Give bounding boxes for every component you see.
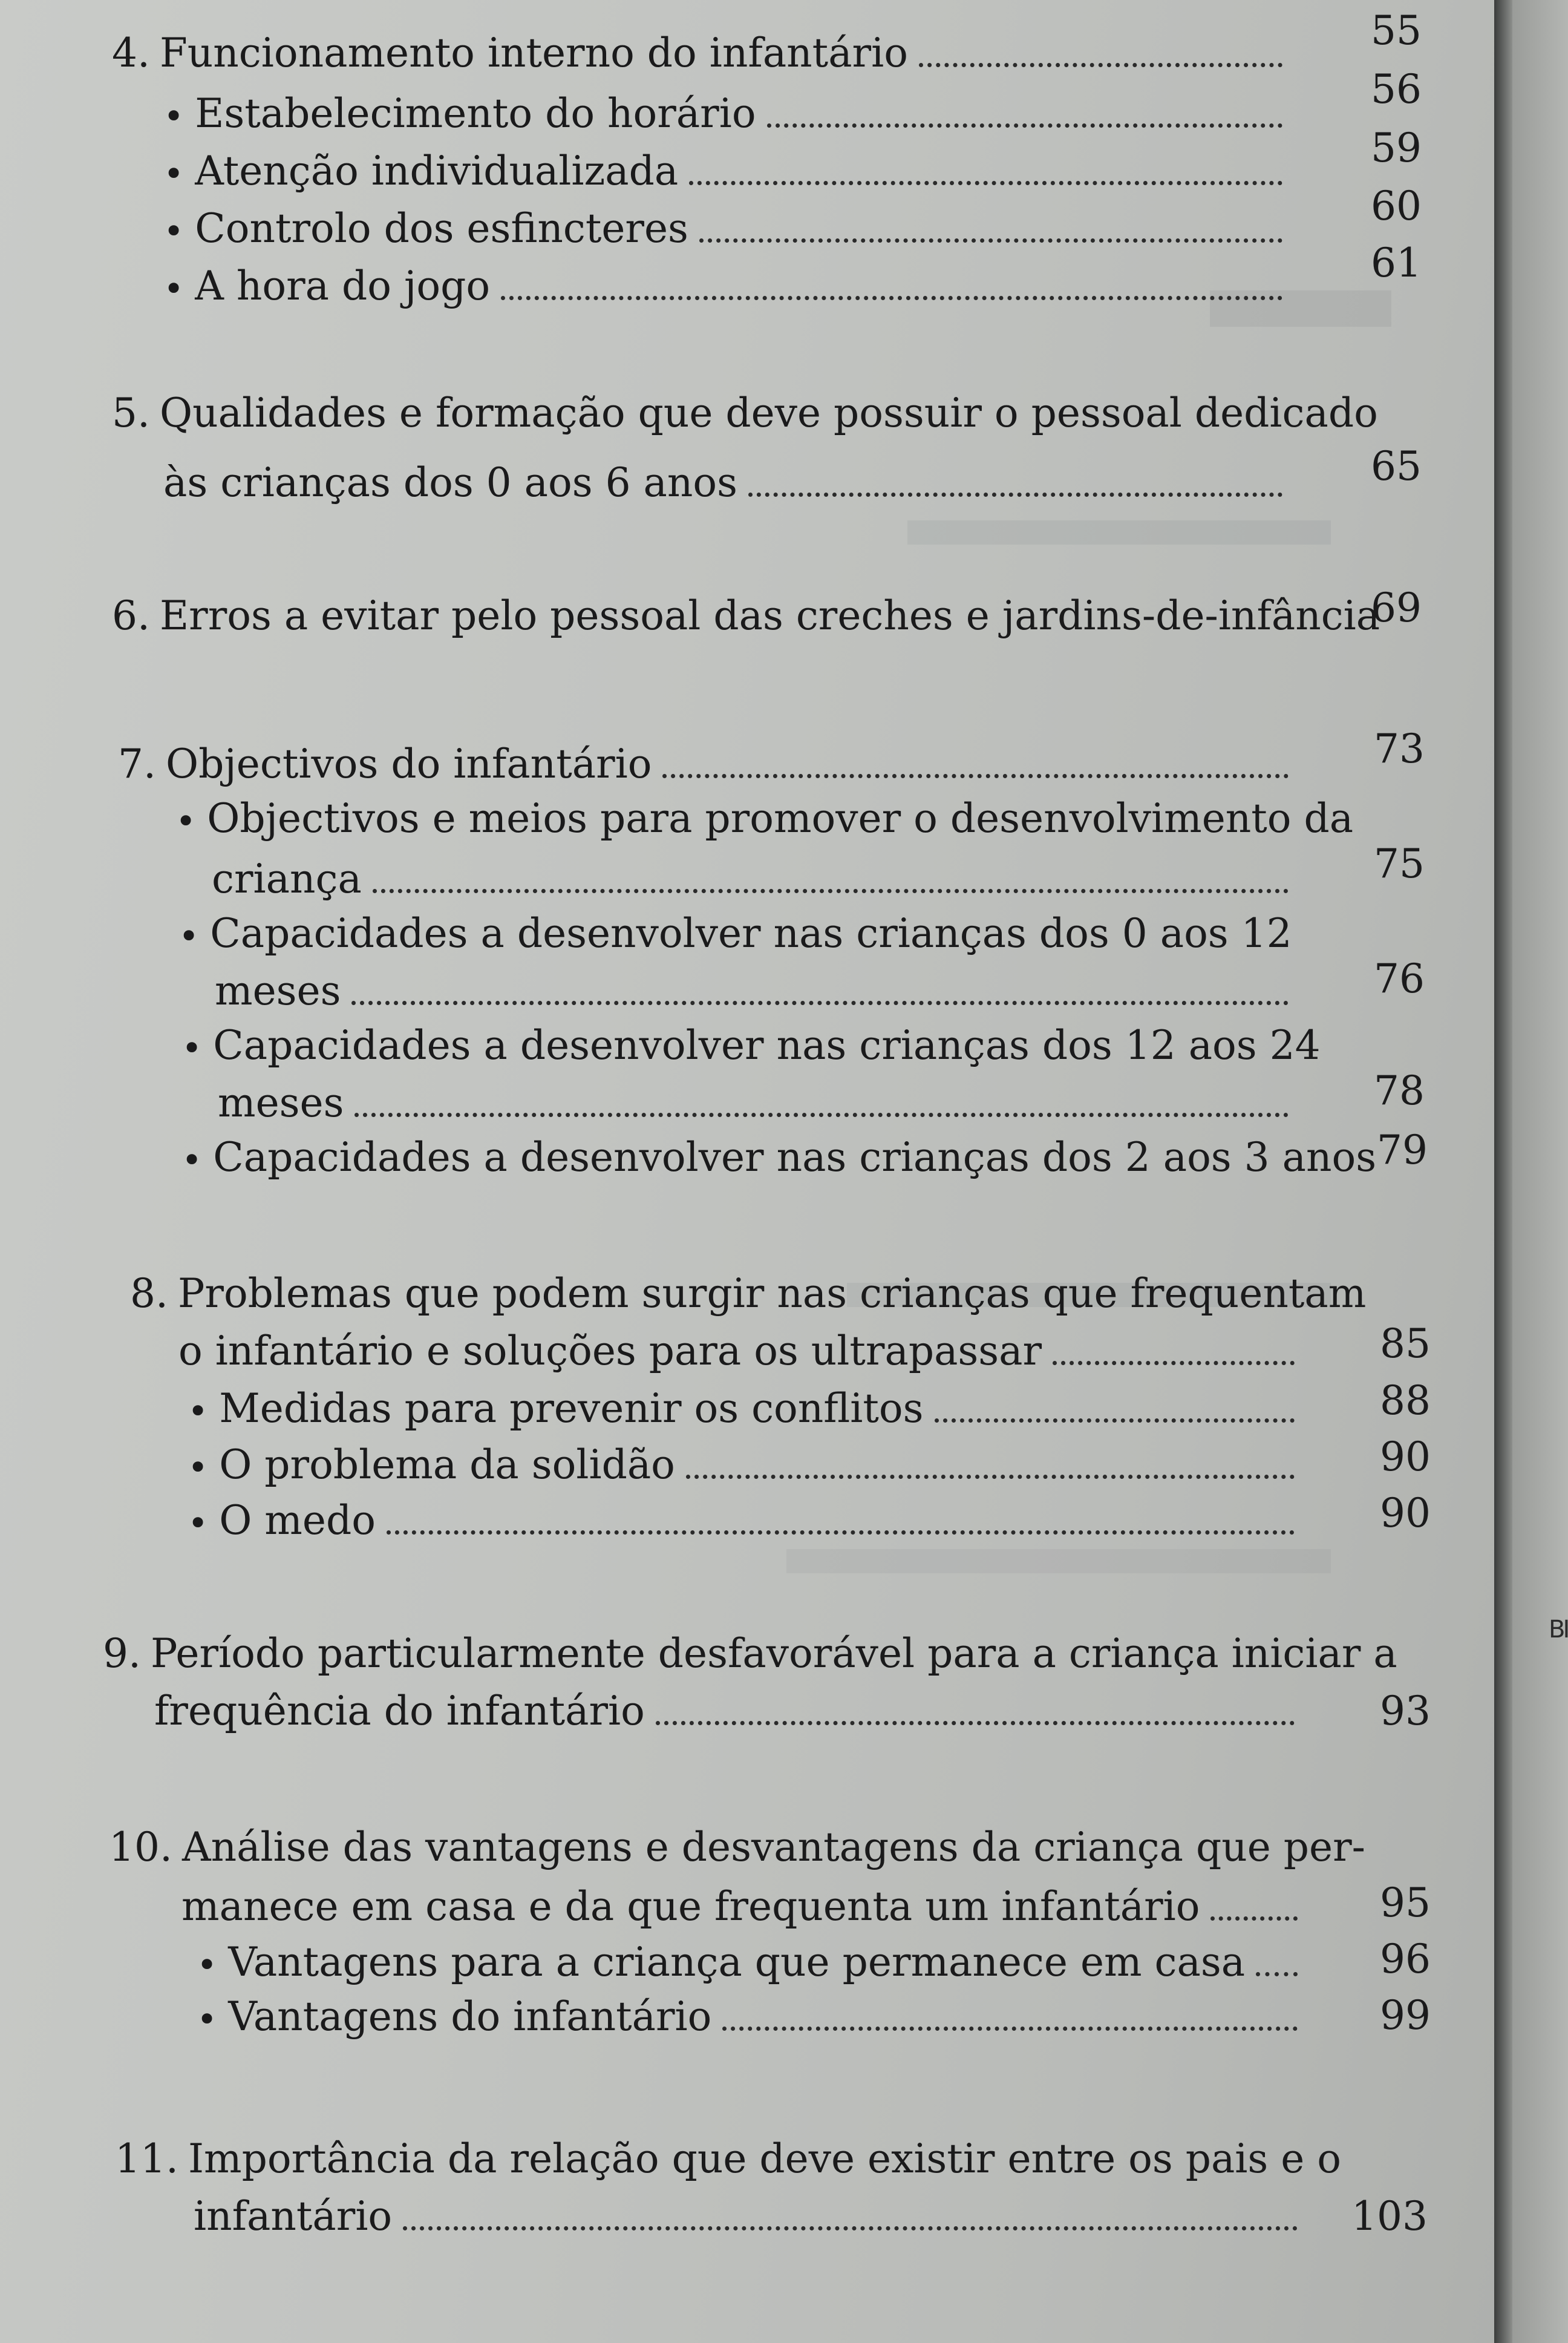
adjacent-page-edge (1512, 0, 1568, 2343)
bullet-icon: • (188, 1391, 209, 1432)
toc-entry-11-continued (194, 2193, 1298, 2240)
toc-subentry (197, 1993, 1298, 2040)
toc-subentry (181, 1134, 1377, 1181)
toc-entry-9 (103, 1630, 1397, 1677)
toc-entry-5-continued (163, 459, 1282, 506)
page-number: 69 (1371, 585, 1422, 631)
bullet-icon: • (197, 1999, 218, 2040)
dot-leader (689, 181, 1282, 185)
page-number: 73 (1374, 726, 1425, 772)
subentry-title-continued: criança (212, 856, 362, 902)
bullet-icon: • (163, 96, 185, 137)
section-title-continued: frequência do infantário (154, 1688, 645, 1734)
toc-entry-10-continued (181, 1883, 1298, 1930)
page-number: 55 (1371, 7, 1422, 54)
page-number: 59 (1371, 125, 1422, 171)
dot-leader (767, 123, 1282, 128)
toc-entry-7 (118, 741, 1289, 787)
bullet-icon: • (188, 1447, 209, 1488)
subentry-title-continued: meses (215, 968, 341, 1014)
toc-subentry (163, 263, 1282, 309)
dot-leader (686, 1475, 1295, 1479)
page-number: 56 (1371, 66, 1422, 113)
dot-leader (919, 63, 1282, 67)
subentry-title: Estabelecimento do horário (195, 90, 756, 137)
section-number: 7. (118, 741, 156, 787)
section-title: Funcionamento interno do infantário (159, 30, 908, 76)
dot-leader (373, 889, 1289, 893)
section-number: 9. (103, 1630, 141, 1677)
bullet-icon: • (163, 211, 185, 252)
section-number: 5. (112, 390, 150, 436)
dot-leader (354, 1113, 1289, 1117)
bullet-icon: • (175, 801, 197, 842)
page-number: 90 (1380, 1490, 1431, 1536)
subentry-title: O medo (219, 1497, 376, 1544)
page-number: 78 (1374, 1067, 1425, 1114)
subentry-title: Objectivos e meios para promover o desenvolvimento da (207, 795, 1354, 842)
dot-leader (1053, 1361, 1295, 1365)
toc-entry-10 (109, 1824, 1365, 1870)
bullet-icon: • (181, 1139, 203, 1181)
dot-leader (1210, 1916, 1298, 1921)
dot-leader (351, 1001, 1289, 1005)
page-number: 88 (1380, 1377, 1431, 1424)
section-number: 4. (112, 30, 150, 76)
toc-subentry (163, 90, 1282, 137)
dot-leader (722, 2027, 1298, 2031)
toc-subentry (175, 795, 1354, 842)
subentry-title: Vantagens para a criança que permanece em casa (228, 1939, 1246, 1985)
subentry-title: Atenção individualizada (195, 148, 679, 194)
toc-entry-4 (112, 30, 1282, 76)
toc-subentry (163, 205, 1282, 252)
toc-entry-8-continued (178, 1328, 1295, 1374)
section-title: Erros a evitar pelo pessoal das creches e jardins-de-infância (159, 592, 1380, 639)
page-number: 65 (1371, 443, 1422, 490)
section-title-continued: às crianças dos 0 aos 6 anos (163, 459, 738, 506)
dot-leader (662, 774, 1289, 778)
section-title-continued: manece em casa e da que frequenta um infantário (181, 1883, 1200, 1930)
subentry-title: A hora do jogo (195, 263, 491, 309)
toc-subentry-continued (218, 1080, 1289, 1126)
section-title: Importância da relação que deve existir entre os pais e o (188, 2135, 1342, 2182)
page-number: 96 (1380, 1936, 1431, 1982)
bullet-icon: • (188, 1502, 209, 1544)
toc-entry-9-continued (154, 1688, 1295, 1734)
adjacent-page-text: BI (1549, 1616, 1568, 1643)
dot-leader (501, 296, 1282, 300)
dot-leader (699, 238, 1282, 243)
subentry-title: Capacidades a desenvolver nas crianças dos 2 aos 3 anos (213, 1134, 1377, 1181)
section-title-continued: infantário (194, 2193, 393, 2240)
dot-leader (748, 493, 1282, 497)
page-number: 90 (1380, 1434, 1431, 1480)
bullet-icon: • (163, 268, 185, 309)
toc-subentry (188, 1385, 1295, 1432)
toc-subentry (181, 1022, 1321, 1069)
subentry-title: O problema da solidão (219, 1441, 675, 1488)
section-number: 6. (112, 592, 150, 639)
section-title: Análise das vantagens e desvantagens da criança que per- (181, 1824, 1365, 1870)
toc-subentry (197, 1939, 1298, 1985)
toc-subentry (163, 148, 1282, 194)
section-number: 10. (109, 1824, 172, 1870)
toc-subentry-continued (215, 968, 1289, 1014)
toc-entry-8 (130, 1270, 1367, 1317)
toc-subentry-continued (212, 856, 1289, 902)
bullet-icon: • (197, 1944, 218, 1985)
section-number: 11. (115, 2135, 178, 2182)
page-number: 85 (1380, 1320, 1431, 1367)
toc-subentry (178, 910, 1292, 957)
dot-leader (387, 1530, 1295, 1535)
subentry-title: Medidas para prevenir os conflitos (219, 1385, 924, 1432)
subentry-title: Capacidades a desenvolver nas crianças dos 0 aos 12 (210, 910, 1292, 957)
section-number: 8. (130, 1270, 168, 1317)
bullet-icon: • (181, 1027, 203, 1069)
page-number: 79 (1377, 1127, 1428, 1173)
bullet-icon: • (163, 153, 185, 194)
dot-leader (1256, 1972, 1298, 1976)
page-number: 103 (1351, 2193, 1428, 2240)
subentry-title: Capacidades a desenvolver nas crianças dos 12 aos 24 (213, 1022, 1321, 1069)
toc-subentry (188, 1497, 1295, 1544)
section-title-continued: o infantário e soluções para os ultrapassar (178, 1328, 1042, 1374)
section-title: Qualidades e formação que deve possuir o pessoal dedicado (159, 390, 1378, 436)
subentry-title: Controlo dos esfincteres (195, 205, 688, 252)
page-number: 93 (1380, 1688, 1431, 1734)
page-fold-shadow (1494, 0, 1512, 2343)
page-number: 75 (1374, 841, 1425, 887)
page-number: 60 (1371, 183, 1422, 229)
toc-subentry (188, 1441, 1295, 1488)
page-number: 99 (1380, 1992, 1431, 2039)
dot-leader (403, 2226, 1298, 2230)
subentry-title-continued: meses (218, 1080, 344, 1126)
toc-entry-11 (115, 2135, 1342, 2182)
section-title: Objectivos do infantário (165, 741, 652, 787)
subentry-title: Vantagens do infantário (228, 1993, 712, 2040)
section-title: Período particularmente desfavorável para a criança iniciar a (150, 1630, 1397, 1677)
page-number: 76 (1374, 955, 1425, 1002)
page-number: 95 (1380, 1879, 1431, 1926)
dot-leader (935, 1418, 1295, 1423)
section-title: Problemas que podem surgir nas crianças que frequentam (177, 1270, 1367, 1317)
toc-entry-5 (112, 390, 1378, 436)
dot-leader (656, 1721, 1295, 1725)
bullet-icon: • (178, 916, 200, 957)
page-number: 61 (1371, 240, 1422, 286)
toc-entry-6 (112, 592, 1380, 639)
